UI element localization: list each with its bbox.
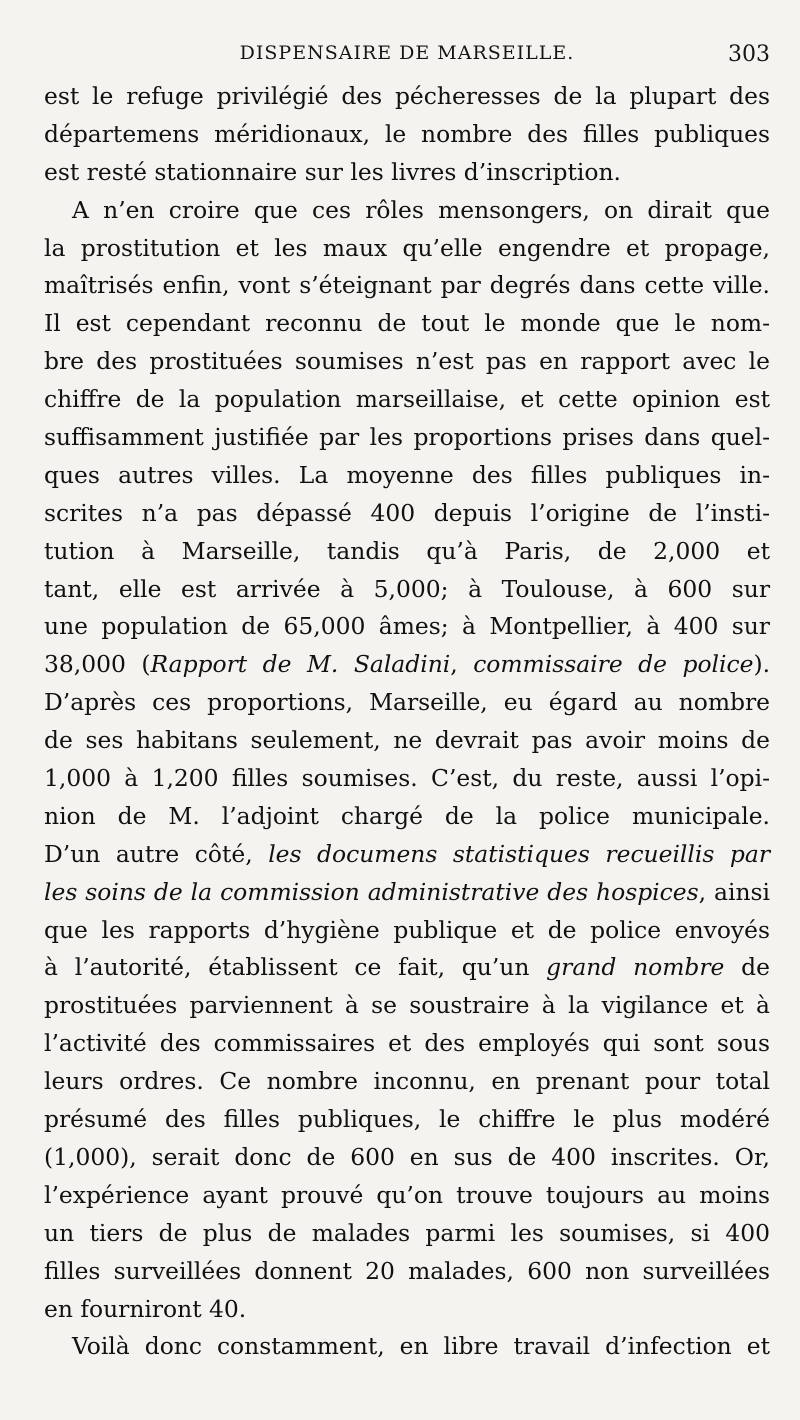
text-segment: prostituées parviennent à se soustraire à la vigilance et à [44,991,770,1020]
text-segment: Voilà donc constamment, en libre travail d’infection et [72,1332,770,1361]
text-line [44,949,770,987]
running-head [44,36,770,72]
italic-text: grand nombre [546,953,725,982]
text-line [44,1215,770,1253]
text-line [44,646,770,684]
text-line [44,78,770,116]
text-segment: en fourniront 40. [44,1294,247,1323]
text-line [44,305,770,343]
text-line [44,230,770,268]
text-line [44,419,770,457]
text-line [44,192,770,230]
text-line [44,1177,770,1215]
text-segment: ). [753,650,770,679]
text-segment: un tiers de plus de malades parmi les soumises, si 400 [44,1218,770,1247]
text-line [44,381,770,419]
text-line [44,608,770,646]
text-line [44,836,770,874]
text-line [44,457,770,495]
text-line [44,1063,770,1101]
text-line [44,874,770,912]
italic-text: commissaire de police [473,650,754,679]
text-line [44,267,770,305]
text-line [44,1025,770,1063]
text-segment: bre des prostituées soumises n’est pas en rapport avec le [44,347,770,376]
text-segment: est resté stationnaire sur les livres d’inscription. [44,157,621,186]
text-segment: à l’autorité, établissent ce fait, qu’un [44,953,547,982]
italic-text: les documens statistiques recueillis par [268,839,771,868]
text-segment: 38,000 ( [44,650,151,679]
text-segment: , ainsi [698,877,770,906]
text-segment: chiffre de la population marseillaise, et cette opinion est [44,385,770,414]
text-segment: tution à Marseille, tandis qu’à Paris, de 2,000 et [44,536,770,565]
text-line [44,1328,770,1366]
text-segment: D’après ces proportions, Marseille, eu égard au nombre [44,688,770,717]
text-line [44,987,770,1025]
text-line [44,1291,770,1329]
text-line [44,1253,770,1291]
text-segment: Il est cependant reconnu de tout le monde que le nom- [44,309,770,338]
text-segment: A n’en croire que ces rôles mensongers, on dirait que [72,195,770,224]
text-line [44,722,770,760]
text-segment: (1,000), serait donc de 600 en sus de 400 inscrites. Or, [44,1142,770,1171]
text-segment: présumé des filles publiques, le chiffre le plus modéré [44,1105,770,1134]
italic-text: Rapport de M. Saladini [150,650,451,679]
text-line [44,343,770,381]
text-segment: de [724,953,770,982]
text-segment: 1,000 à 1,200 filles soumises. C’est, du reste, aussi l’opi- [44,764,770,793]
text-segment: D’un autre côté, [44,839,269,868]
italic-text: les soins de la commission administrative des hospices [44,877,699,906]
text-line [44,1101,770,1139]
text-line [44,760,770,798]
text-segment: nion de M. l’adjoint chargé de la police municipale. [44,801,770,830]
text-line [44,912,770,950]
text-segment: est le refuge privilégié des pécheresses de la plupart des [44,82,770,110]
text-line [44,116,770,154]
text-line [44,798,770,836]
text-line [44,571,770,609]
text-segment: leurs ordres. Ce nombre inconnu, en prenant pour total [44,1067,770,1096]
text-segment: suffisamment justifiée par les proportions prises dans quel- [44,423,770,452]
text-line [44,684,770,722]
page-number: 303 [728,42,770,67]
text-segment: l’expérience ayant prouvé qu’on trouve toujours au moins [44,1180,770,1209]
text-segment: que les rapports d’hygiène publique et de police envoyés [44,915,770,944]
text-segment: la prostitution et les maux qu’elle engendre et propage, [44,233,770,262]
text-line [44,533,770,571]
text-line [44,154,770,192]
running-title: DISPENSAIRE DE MARSEILLE. [239,42,575,64]
text-segment: maîtrisés enfin, vont s’éteignant par degrés dans cette ville. [44,271,770,300]
text-segment: ques autres villes. La moyenne des filles publiques in- [44,460,770,489]
text-segment: tant, elle est arrivée à 5,000; à Toulouse, à 600 sur [44,574,770,603]
text-segment: de ses habitans seulement, ne devrait pas avoir moins de [44,726,770,755]
body-text [44,78,770,1366]
text-segment: scrites n’a pas dépassé 400 depuis l’origine de l’insti- [44,498,770,527]
text-segment: , [450,650,474,679]
text-line [44,1139,770,1177]
text-segment: l’activité des commissaires et des employés qui sont sous [44,1029,770,1058]
text-segment: filles surveillées donnent 20 malades, 600 non surveillées [44,1256,770,1285]
text-segment: départemens méridionaux, le nombre des filles publiques [44,119,770,148]
text-segment: une population de 65,000 âmes; à Montpellier, à 400 sur [44,612,770,641]
text-line [44,495,770,533]
